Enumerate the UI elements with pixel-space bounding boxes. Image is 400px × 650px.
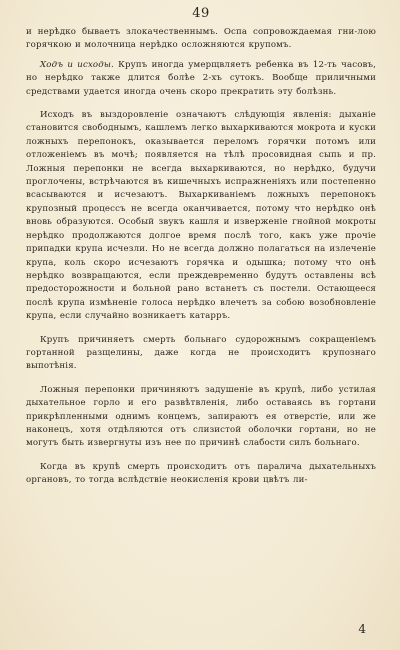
paragraph-2-text: Крупъ иногда умерщвляетъ ребенка въ 12-ть часовъ, но нерѣдко также длится болѣе 2-хъ сутокъ. Вообще приличными средствами удается иногда очень скоро прекратить эту болѣзнь. (26, 59, 377, 97)
paragraph-paralysis (26, 461, 376, 488)
paragraph-3-text: Исходъ въ выздоровленіе означаютъ слѣдующія явленія: дыханіе становится свободнымъ, кашлемъ легко выхаркиваются мокрота и куски ложныхъ перепонокъ, оказывается переломъ горячки потомъ или отложеніемъ въ мочѣ; появляется на тѣлѣ просовидная сыпь и пр. Ложныя перепонки не всегда выхаркиваются, но нерѣдко, будучи проглочены, встрѣчаются въ кишечныхъ испражненіяхъ или постепенно всасываются и исчезаютъ. Выхаркиваніемъ ложныхъ перепонокъ крупозный процессъ не всегда оканчивается, потому что нерѣдко онѣ вновь образуются. Особый звукъ кашля и изверженіе гнойной мокроты нерѣдко продолжаются долгое время послѣ того, какъ уже прочіе припадки крупа исчезли. Но не всегда должно полагаться на излеченіе крупа, коль скоро исчезаютъ горячка и одышка; потому что онѣ нерѣдко возвращаются, если преждевременно будутъ оставлены всѣ предосторожности и больной рано встанетъ съ постели. Остающееся послѣ крупа измѣненіе голоса нерѣдко влечетъ за собою возобновленіе крупа, если случайно возникаетъ катарръ. (26, 110, 376, 322)
paragraph-4-text: Крупъ причиняетъ смерть больнаго судорожнымъ сокращеніемъ гортанной разщелины, даже когда не происходитъ крупознаго выпотѣнія. (26, 334, 376, 372)
paragraph-5-text: Ложныя перепонки причиняютъ задушеніе въ крупѣ, либо устилая дыхательное горло и его развѣтвленія, либо оставаясь въ гортани прикрѣпленными однимъ концемъ, запираютъ ея отверстіе, или же наконецъ, хотя отдѣляются отъ слизистой оболочки гортани, но не могутъ быть извергнуты изъ нее по причинѣ слабости силъ больнаго. (26, 384, 376, 449)
paragraph-1 (26, 26, 376, 53)
page-number: 49 (192, 6, 210, 21)
section-heading-course-and-outcomes: Ходъ и исходы. (40, 59, 114, 70)
paragraph-6-text: Когда въ крупѣ смерть происходитъ отъ паралича дыхательныхъ органовъ, то тогда вслѣдствіе неокисленія крови цвѣтъ ли- (26, 461, 376, 486)
paragraph-1-text: и нерѣдко бываетъ злокачественнымъ. Оспа сопровождаемая гни-лою горячкою и молочница нерѣдко осложняются крупомъ. (26, 27, 376, 51)
paragraph-false-membranes (26, 384, 376, 451)
paragraph-death-by-spasm (26, 334, 376, 374)
paragraph-course-and-outcomes (26, 59, 376, 99)
signature-mark: 4 (358, 622, 366, 636)
paragraph-recovery (26, 109, 376, 324)
